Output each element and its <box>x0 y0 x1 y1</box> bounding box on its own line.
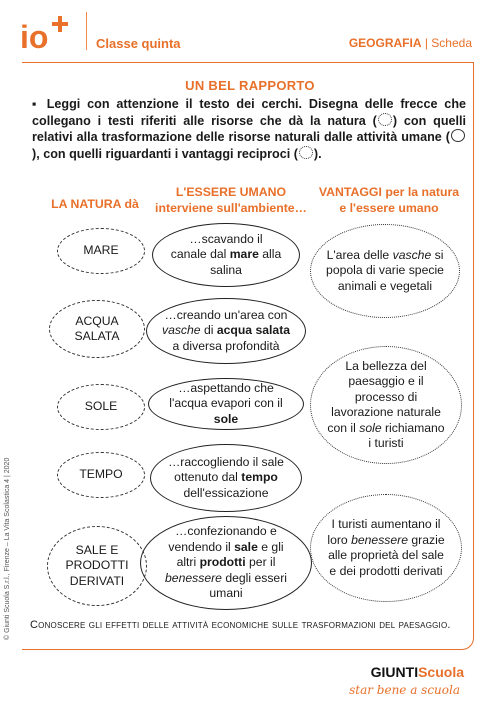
column-header-human-line2: interviene sull'ambiente… <box>155 201 307 215</box>
advantage-text <box>323 517 449 579</box>
io-plus-logo <box>18 14 78 54</box>
nature-text: ACQUA SALATA <box>74 313 120 343</box>
human-text-bold: prodotti <box>199 555 246 570</box>
advantage-text-italic: sole <box>359 420 382 435</box>
human-text-part: …creando un'area con <box>164 307 288 322</box>
human-ellipse[interactable] <box>146 298 306 364</box>
human-text-part: …confezionando e vendendo il <box>168 524 277 554</box>
column-header-advantages-line2: e l'essere umano <box>339 201 439 215</box>
advantage-text-part: si popola di varie specie animali e vegetali <box>326 247 444 293</box>
human-ellipse[interactable] <box>150 444 302 512</box>
column-header-human-line1: L'ESSERE UMANO <box>175 185 287 199</box>
brand-name-1: GIUNTI <box>370 664 419 680</box>
human-ellipse[interactable] <box>140 516 312 610</box>
nature-circle[interactable] <box>57 228 145 274</box>
instructions-text-4: ). <box>313 146 322 161</box>
human-text-part: …scavando il canale dal <box>170 231 263 262</box>
human-text-part: …raccogliendo il sale ottenuto dal <box>168 454 284 485</box>
instructions-text-3: ), con quelli riguardanti i vantaggi reciproci ( <box>32 146 298 161</box>
nature-circle[interactable] <box>49 300 145 358</box>
human-text-italic: benessere <box>165 570 222 585</box>
human-text-bold: sale <box>234 539 258 554</box>
human-text-bold: acqua salata <box>216 323 291 338</box>
sheet-type: Scheda <box>431 36 472 50</box>
human-text-part: e gli altri <box>176 539 284 570</box>
learning-objective: Conoscere gli effetti delle attività economiche sulle trasformazioni del paesaggio. <box>30 619 451 631</box>
brand-name-2: Scuola <box>418 664 464 680</box>
human-text-part: di <box>200 323 217 338</box>
advantage-text-part: grazie alle proprietà del sale e dei prodotti derivati <box>328 532 445 578</box>
brand-slogan: star bene a scuola <box>349 683 460 697</box>
human-text-part: dell'essicazione <box>183 485 269 500</box>
logo-text: io <box>20 19 49 54</box>
human-text-italic: vasche <box>161 323 201 338</box>
advantage-text <box>327 359 445 452</box>
human-ellipse[interactable] <box>152 223 300 287</box>
instructions-text-2: ) con quelli relativi alla trasformazione delle risorse naturali dalle attività umane ( <box>32 113 467 144</box>
nature-circle[interactable] <box>47 526 147 606</box>
nature-text: TEMPO <box>79 467 123 482</box>
nature-text: MARE <box>83 243 119 258</box>
column-header-human <box>148 184 314 216</box>
subject-label <box>349 36 472 50</box>
solid-circle-icon <box>451 129 465 142</box>
dashed-circle-icon <box>378 113 392 126</box>
human-text-bold: tempo <box>241 470 278 485</box>
subject-name: GEOGRAFIA <box>348 36 422 50</box>
human-text <box>170 232 282 279</box>
nature-circle[interactable] <box>57 452 145 498</box>
nature-text: SOLE <box>84 399 118 414</box>
column-header-advantages <box>304 184 474 216</box>
page-title: UN BEL RAPPORTO <box>185 78 315 93</box>
nature-circle[interactable] <box>57 384 145 430</box>
advantage-circle[interactable] <box>310 494 462 602</box>
advantage-circle[interactable] <box>310 224 460 318</box>
human-text <box>158 524 294 602</box>
human-text-part: degli esseri umani <box>209 570 287 601</box>
advantage-text-italic: benessere <box>351 532 409 547</box>
column-header-advantages-line1: VANTAGGI per la natura <box>318 185 460 199</box>
dotted-circle-icon <box>299 146 313 159</box>
human-text <box>160 381 292 428</box>
human-ellipse[interactable] <box>148 378 304 430</box>
bullet: ▪ <box>32 97 40 111</box>
human-text-part: alla salina <box>210 247 282 277</box>
advantage-text-part: La bellezza del paesaggio e il processo di lavorazione naturale con il <box>327 358 441 435</box>
column-header-nature: LA NATURA dà <box>51 197 139 211</box>
advantage-circle[interactable] <box>310 346 462 464</box>
giunti-scuola-logo <box>371 664 464 680</box>
advantage-text <box>326 248 444 295</box>
advantage-text-part: L'area delle <box>326 247 393 262</box>
human-text <box>166 455 286 502</box>
instructions <box>32 96 466 162</box>
header-separator <box>86 12 87 50</box>
class-label: Classe quinta <box>96 36 181 51</box>
instructions-text-1: Leggi con attenzione il testo dei cerchi. Disegna delle frecce che collegano i testi riferiti alle risorse che dà la natura ( <box>32 97 467 128</box>
human-text-bold: mare <box>229 247 259 262</box>
side-credit: © Giunti Scuola S.r.l., Firenze – La Vita Scolastica 4 | 2020 <box>4 457 11 640</box>
human-text-part: …aspettando che l'acqua evapori con il <box>169 380 283 411</box>
nature-text: SALE E PRODOTTI DERIVATI <box>65 542 129 588</box>
subject-separator: | <box>424 36 428 50</box>
advantage-text-part: I turisti aumentano il loro <box>327 517 441 547</box>
human-text-part: a diversa profondità <box>172 338 280 353</box>
advantage-text-italic: vasche <box>392 247 432 262</box>
human-text <box>161 308 291 355</box>
advantage-text-part: richiamano i turisti <box>368 420 445 450</box>
human-text-bold: sole <box>213 411 239 426</box>
human-text-part: per il <box>245 555 276 570</box>
